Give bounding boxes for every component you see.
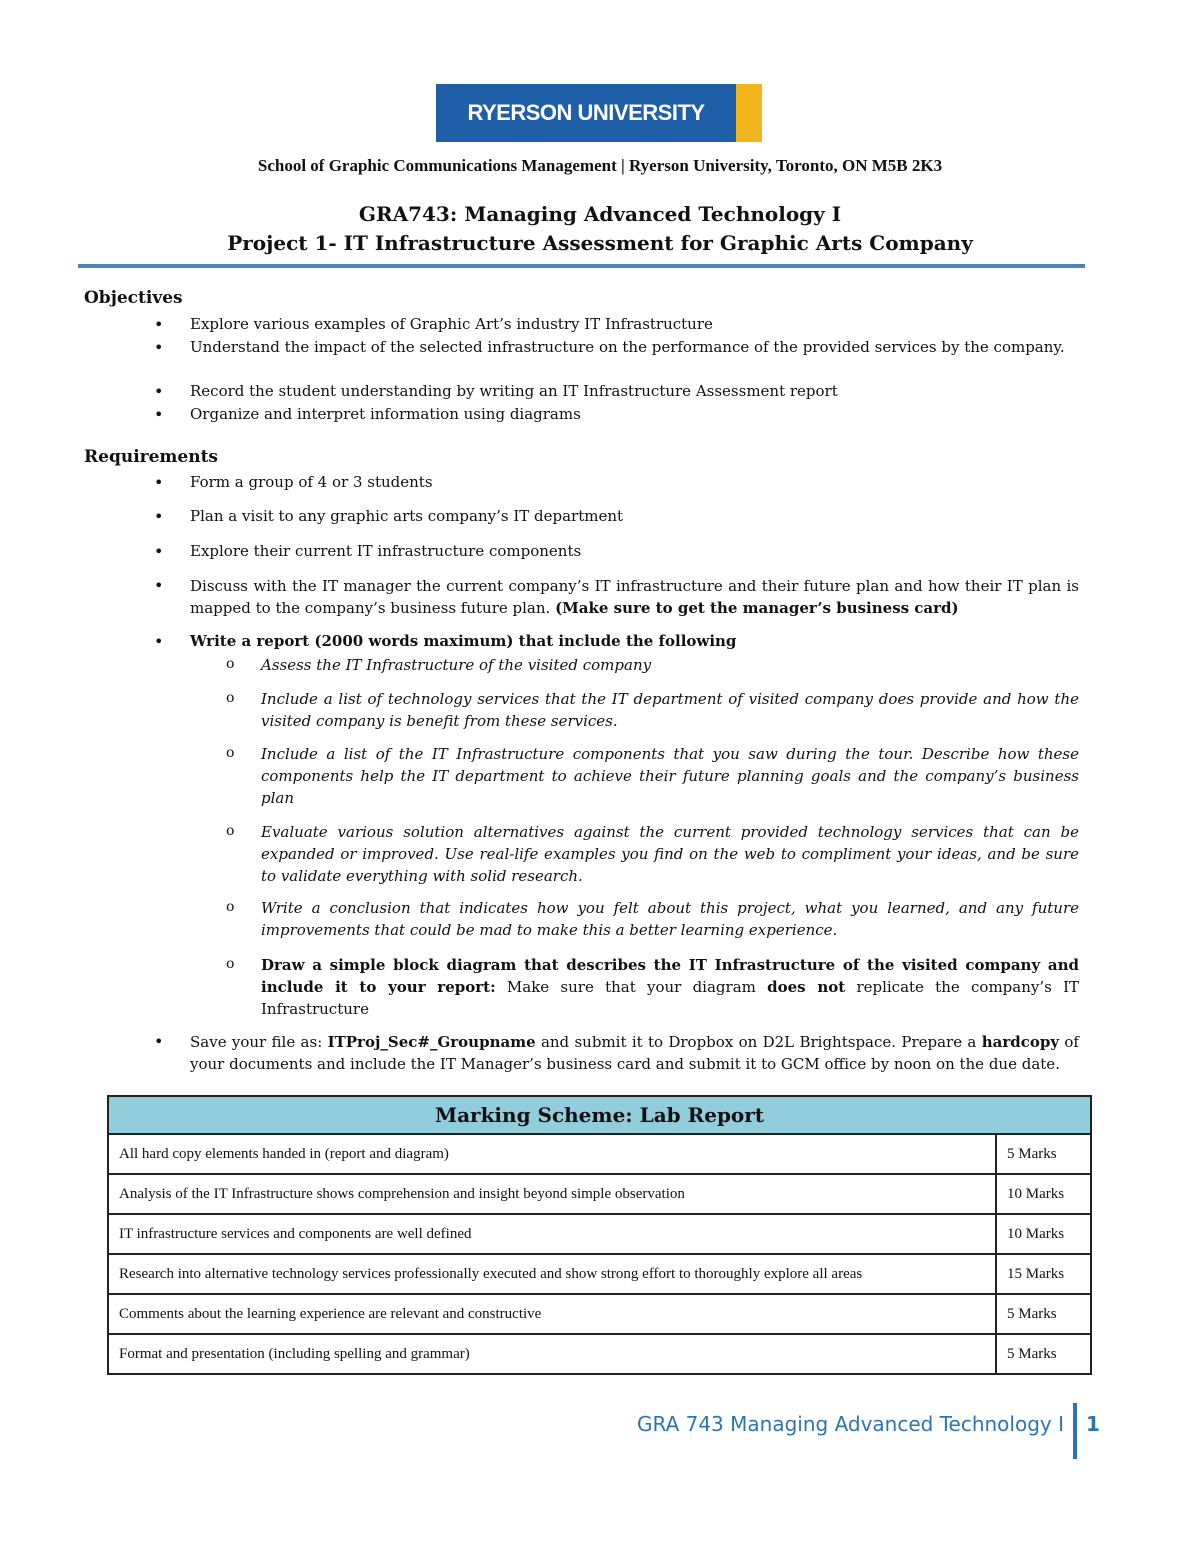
bullet: •: [154, 507, 164, 526]
objectives-heading: Objectives: [84, 288, 183, 308]
title-rule: [78, 264, 1085, 268]
requirement-item: Plan a visit to any graphic arts company’s IT department: [190, 507, 624, 525]
objective-item: Understand the impact of the selected infrastructure on the performance of the provided services by the company.: [190, 338, 1065, 356]
marking-scheme-table: [107, 1095, 1092, 1375]
bullet: •: [154, 576, 164, 595]
requirement-discuss: [190, 575, 1079, 619]
table-row: [108, 1254, 1091, 1294]
bullet: •: [154, 405, 164, 424]
table-row: [108, 1214, 1091, 1254]
discuss-note: (Make sure to get the manager’s business card): [555, 599, 959, 617]
save-filename: ITProj_Sec#_Groupname: [327, 1033, 536, 1051]
report-sub-item: Assess the IT Infrastructure of the visited company: [261, 656, 652, 674]
marks-cell: 15 Marks: [996, 1254, 1091, 1294]
logo-accent-bar: [736, 84, 762, 142]
school-line: School of Graphic Communications Management | Ryerson University, Toronto, ON M5B 2K3: [257, 156, 943, 175]
criterion-cell: Comments about the learning experience are relevant and constructive: [108, 1294, 996, 1334]
requirements-heading: Requirements: [84, 447, 219, 467]
marks-cell: 5 Marks: [996, 1334, 1091, 1374]
sub-bullet: o: [226, 745, 235, 761]
diagram-does-not: does not: [767, 978, 846, 996]
save-suffix: of your documents and include the IT Manager’s business card and submit it to GCM office by noon on the due date.: [190, 1033, 1079, 1073]
table-row: [108, 1334, 1091, 1374]
save-middle: and submit it to Dropbox on D2L Brightspace. Prepare a: [540, 1033, 977, 1051]
sub-bullet: o: [226, 899, 235, 915]
criterion-cell: All hard copy elements handed in (report and diagram): [108, 1134, 996, 1174]
criterion-cell: Research into alternative technology services professionally executed and show strong effort to thoroughly explore all areas: [108, 1254, 996, 1294]
bullet: •: [154, 315, 164, 334]
objective-item: Organize and interpret information using diagrams: [190, 405, 581, 423]
report-heading: Write a report (2000 words maximum) that include the following: [190, 632, 737, 650]
requirement-save: [190, 1031, 1079, 1075]
marks-cell: 5 Marks: [996, 1294, 1091, 1334]
footer-title: GRA 743 Managing Advanced Technology I: [636, 1412, 1064, 1436]
footer-divider: [1073, 1403, 1077, 1459]
project-title: Project 1- IT Infrastructure Assessment for Graphic Arts Company: [227, 231, 973, 255]
criterion-cell: IT infrastructure services and components are well defined: [108, 1214, 996, 1254]
sub-bullet: o: [226, 956, 235, 972]
sub-bullet: o: [226, 656, 235, 672]
objective-item: Explore various examples of Graphic Art’s industry IT Infrastructure: [190, 315, 713, 333]
report-sub-item: Write a conclusion that indicates how you felt about this project, what you learned, and any future improvements that could be mad to make this a better learning experience.: [261, 899, 1079, 939]
marks-cell: 10 Marks: [996, 1174, 1091, 1214]
save-prefix: Save your file as:: [190, 1033, 323, 1051]
bullet: •: [154, 1032, 164, 1051]
diagram-text-1: Make sure that your diagram: [506, 978, 756, 996]
report-sub-item: Evaluate various solution alternatives against the current provided technology services that can be expanded or improved. Use real-life examples you find on the web to compliment your ideas, and be sure to validate everything with solid research.: [261, 823, 1079, 885]
diagram-bold: Draw a simple block diagram that describes the IT Infrastructure of the visited company and include it to your report:: [261, 956, 1079, 996]
course-title: GRA743: Managing Advanced Technology I: [358, 202, 842, 226]
bullet: •: [154, 632, 164, 651]
criterion-cell: Format and presentation (including spelling and grammar): [108, 1334, 996, 1374]
bullet: •: [154, 473, 164, 492]
criterion-cell: Analysis of the IT Infrastructure shows comprehension and insight beyond simple observation: [108, 1174, 996, 1214]
bullet: •: [154, 382, 164, 401]
table-header-row: [108, 1096, 1091, 1134]
report-sub-item: Include a list of technology services that the IT department of visited company does provide and how the visited company is benefit from these services.: [261, 690, 1079, 730]
bullet: •: [154, 338, 164, 357]
bullet: •: [154, 542, 164, 561]
table-row: [108, 1174, 1091, 1214]
table-row: [108, 1294, 1091, 1334]
report-sub-item: Include a list of the IT Infrastructure components that you saw during the tour. Describe how these components help the IT department to achieve their future planning goals and the company’s business plan: [261, 745, 1079, 807]
requirement-item: Form a group of 4 or 3 students: [190, 473, 433, 491]
sub-bullet: o: [226, 823, 235, 839]
requirement-item: Explore their current IT infrastructure components: [190, 542, 582, 560]
sub-bullet: o: [226, 690, 235, 706]
logo-text: RYERSON UNIVERSITY: [467, 100, 705, 125]
ryerson-logo: [436, 84, 762, 142]
report-sub-item-diagram: [261, 954, 1079, 1020]
marks-cell: 10 Marks: [996, 1214, 1091, 1254]
objective-item: Record the student understanding by writing an IT Infrastructure Assessment report: [190, 382, 838, 400]
diagram-text-2: replicate the company’s IT Infrastructure: [261, 978, 1079, 1018]
marking-scheme-title: Marking Scheme: Lab Report: [108, 1096, 1091, 1134]
save-hardcopy: hardcopy: [981, 1033, 1060, 1051]
marks-cell: 5 Marks: [996, 1134, 1091, 1174]
discuss-text: Discuss with the IT manager the current company’s IT infrastructure and their future plan and how their IT plan is mapped to the company’s business future plan.: [190, 577, 1079, 617]
page-number: 1: [1086, 1412, 1100, 1436]
table-row: [108, 1134, 1091, 1174]
